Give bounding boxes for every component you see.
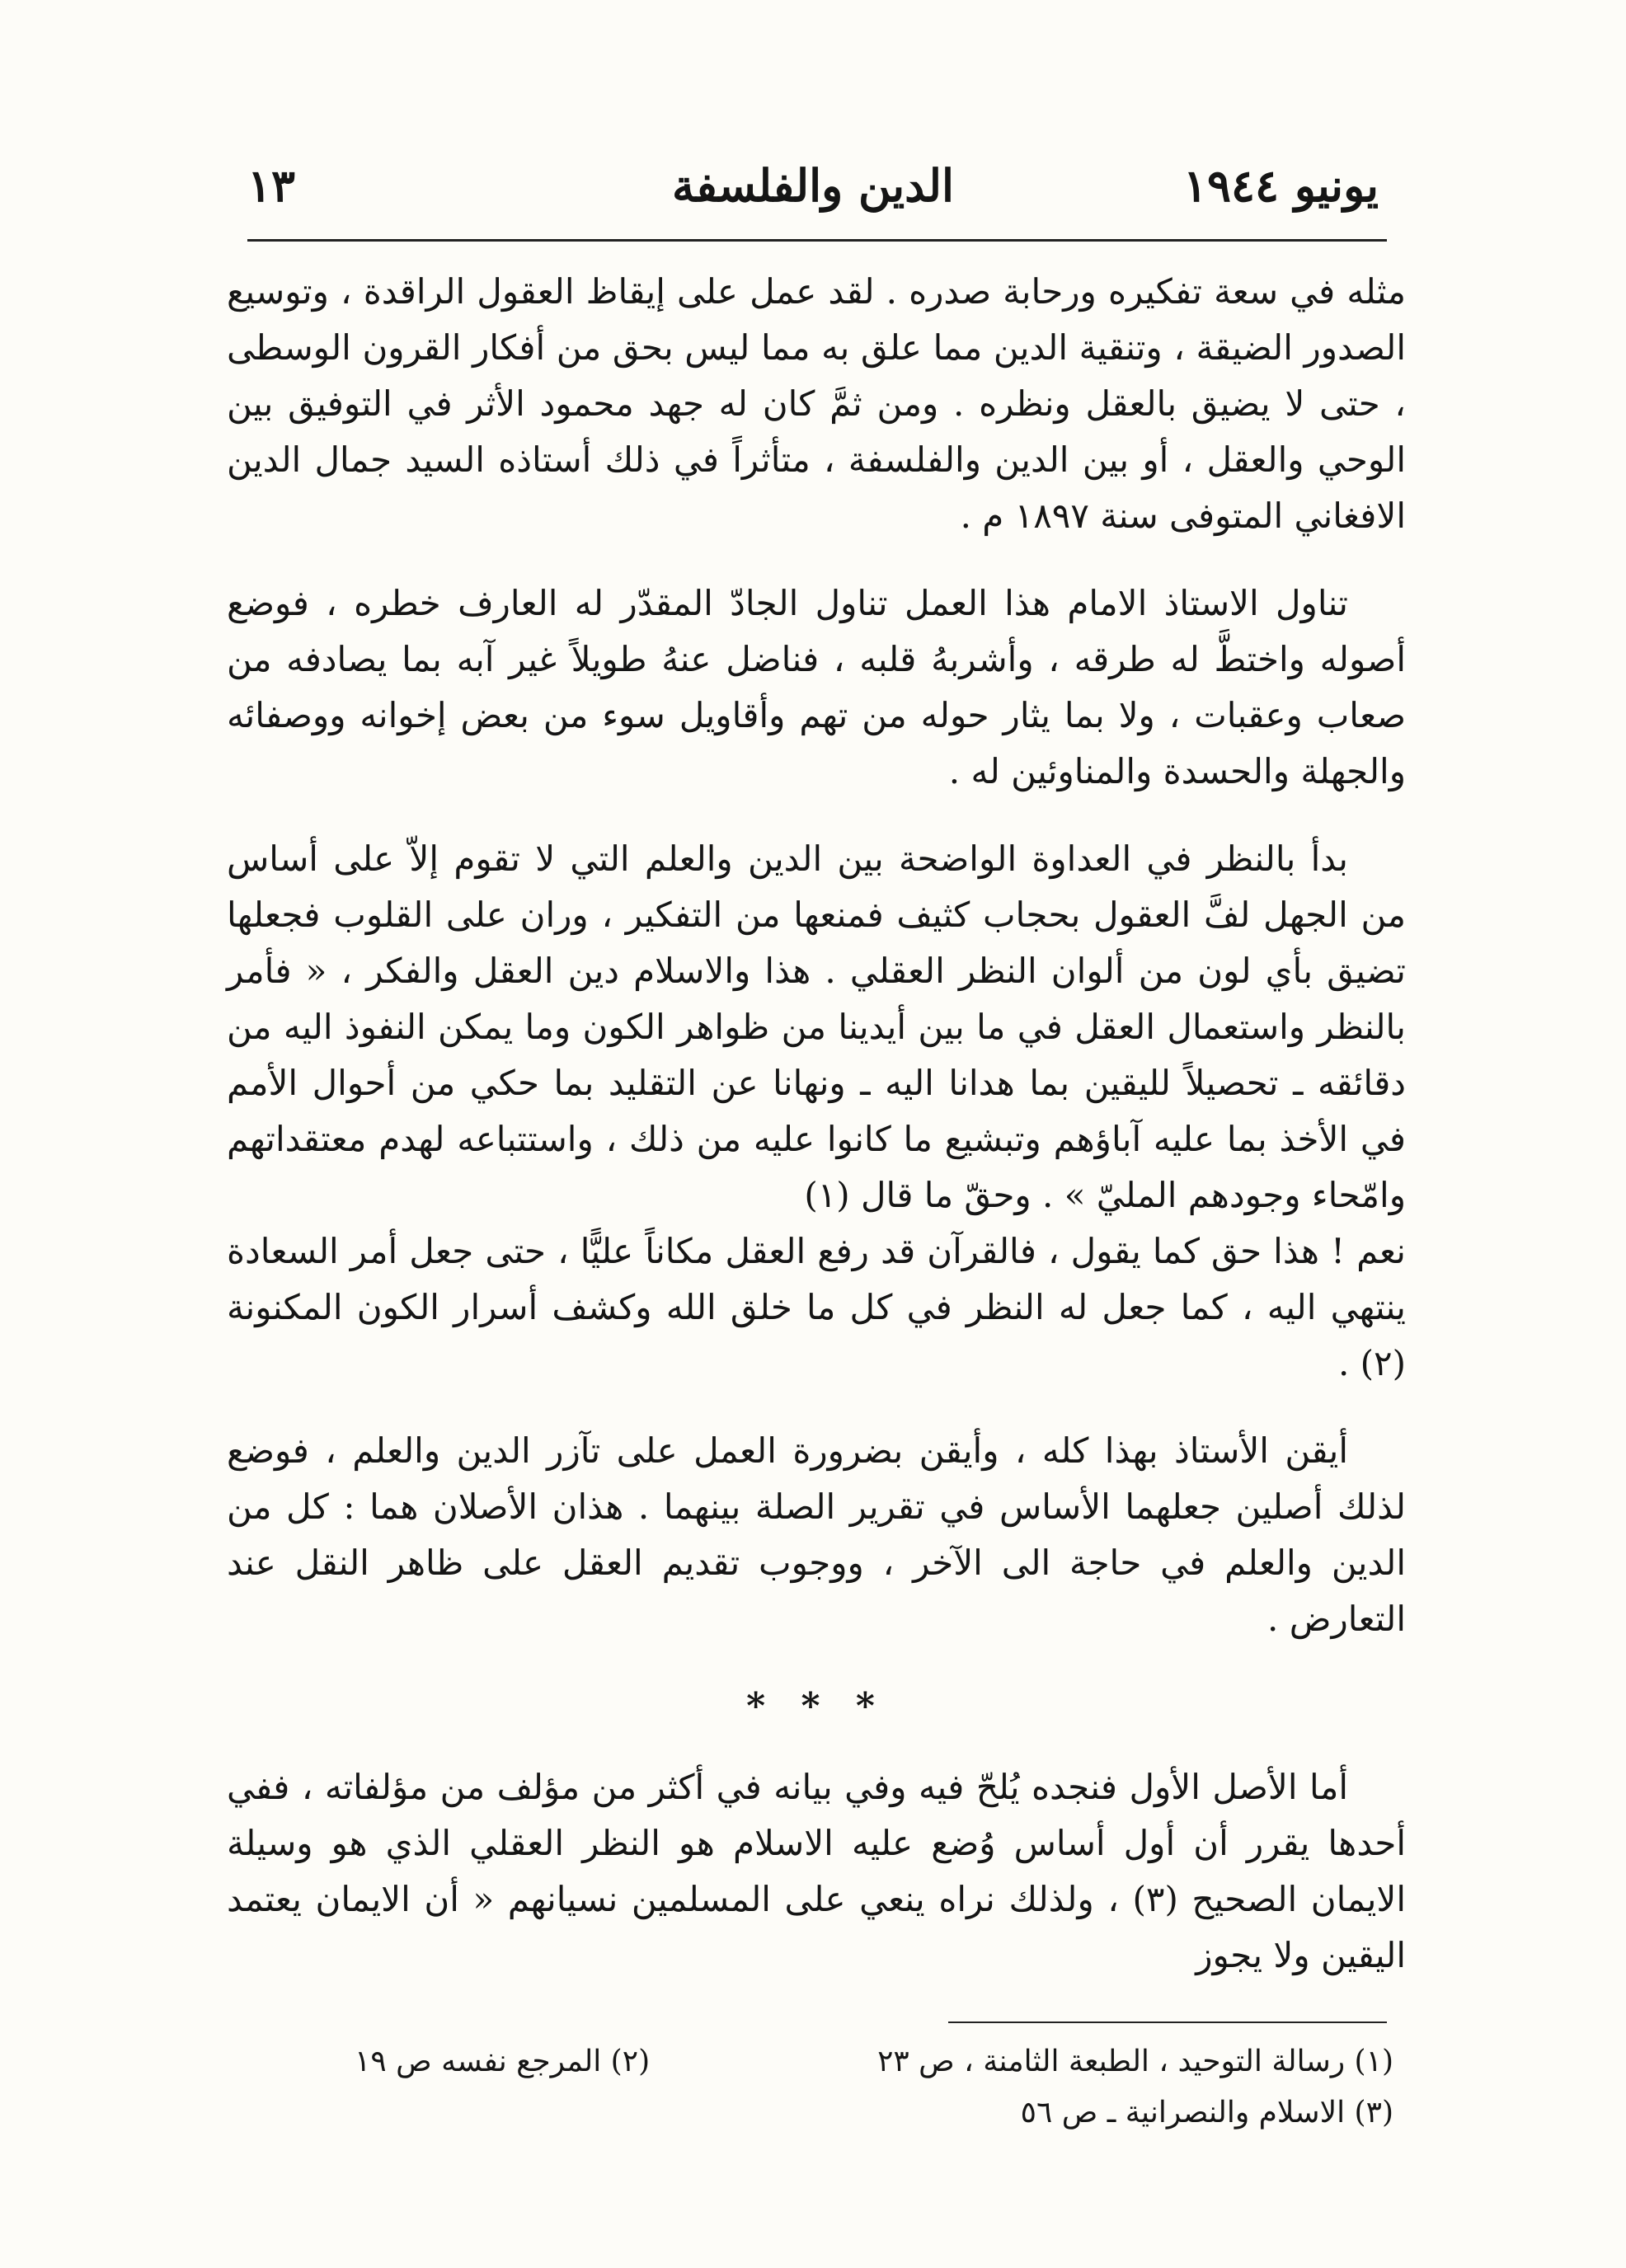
paragraph: مثله في سعة تفكيره ورحابة صدره . لقد عمل على إيقاظ العقول الراقدة ، وتوسيع الصدور الضيقة ، وتنقية الدين مما علق به مما ليس بحق من أفكار القرون الوسطى ، حتى لا يضيق بالعقل ونظره . ومن ثمَّ كان له جهد محمود الأثر في التوفيق بين الوحي والعقل ، أو بين الدين والفلسفة ، متأثراً في ذلك أستاذه السيد جمال الدين الافغاني المتوفى سنة ١٨٩٧ م . <box>227 271 1406 536</box>
footnote-3: (٣) الاسلام والنصرانية ـ ص ٥٦ <box>1020 2096 1393 2129</box>
footnote-row <box>355 2087 1393 2139</box>
page-header <box>247 148 1379 223</box>
page-number: ١٣ <box>247 159 296 212</box>
paragraph: أيقن الأستاذ بهذا كله ، وأيقن بضرورة العمل على تآزر الدين والعلم ، فوضع لذلك أصلين جعلهما الأساس في تقرير الصلة بينهما . هذان الأصلان هما : كل من الدين والعلم في حاجة الى الآخر ، ووجوب تقديم العقل على ظاهر النقل عند التعارض . <box>227 1430 1406 1639</box>
header-title: الدين والفلسفة <box>672 159 954 212</box>
paragraph: تناول الاستاذ الامام هذا العمل تناول الجادّ المقدّر له العارف خطره ، فوضع أصوله واختطَّ له طرقه ، وأشربهُ قلبه ، فناضل عنهُ طويلاً غير آبه بما يصادفه من صعاب وعقبات ، ولا بما يثار حوله من تهم وأقاويل سوء من بعض إخوانه ووصفائه والجهلة والحسدة والمناوئين له . <box>227 583 1406 791</box>
footnotes <box>355 2036 1393 2139</box>
body-text <box>227 264 1406 2015</box>
section-separator: * * * <box>746 1685 886 1727</box>
paragraph: بدأ بالنظر في العداوة الواضحة بين الدين والعلم التي لا تقوم إلاّ على أساس من الجهل لفَّ العقول بحجاب كثيف فمنعها من التفكير ، وران على القلوب فجعلها تضيق بأي لون من ألوان النظر العقلي . هذا والاسلام دين العقل والفكر ، « فأمر بالنظر واستعمال العقل في ما بين أيدينا من ظواهر الكون وما يمكن النفوذ اليه من دقائقه ـ تحصيلاً لليقين بما هدانا اليه ـ ونهانا عن التقليد بما حكي من أحوال الأمم في الأخذ بما عليه آباؤهم وتبشيع ما كانوا عليه من ذلك ، واستتباعه لهدم معتقداتهم وامّحاء وجودهم المليّ » . وحقّ ما قال (١) <box>227 838 1406 1215</box>
header-date: يونيو ١٩٤٤ <box>1183 159 1379 212</box>
paragraph: نعم ! هذا حق كما يقول ، فالقرآن قد رفع العقل مكاناً عليًّا ، حتى جعل أمر السعادة ينتهي اليه ، كما جعل له النظر في كل ما خلق الله وكشف أسرار الكون المكنونة (٢) . <box>227 1231 1406 1383</box>
footnote-1: (١) رسالة التوحيد ، الطبعة الثامنة ، ص ٢٣ <box>877 2045 1393 2078</box>
footnote-rule <box>948 2021 1387 2023</box>
footnote-2: (٢) المرجع نفسه ص ١٩ <box>355 2045 651 2078</box>
header-rule <box>247 239 1387 242</box>
paragraph: أما الأصل الأول فنجده يُلحّ فيه وفي بيانه في أكثر من مؤلف من مؤلفاته ، ففي أحدها يقرر أن أول أساس وُضع عليه الاسلام هو النظر العقلي الذي هو وسيلة الايمان الصحيح (٣) ، ولذلك نراه ينعي على المسلمين نسيانهم « أن الايمان يعتمد اليقين ولا يجوز <box>227 1767 1407 1975</box>
footnote-row <box>355 2036 1393 2087</box>
